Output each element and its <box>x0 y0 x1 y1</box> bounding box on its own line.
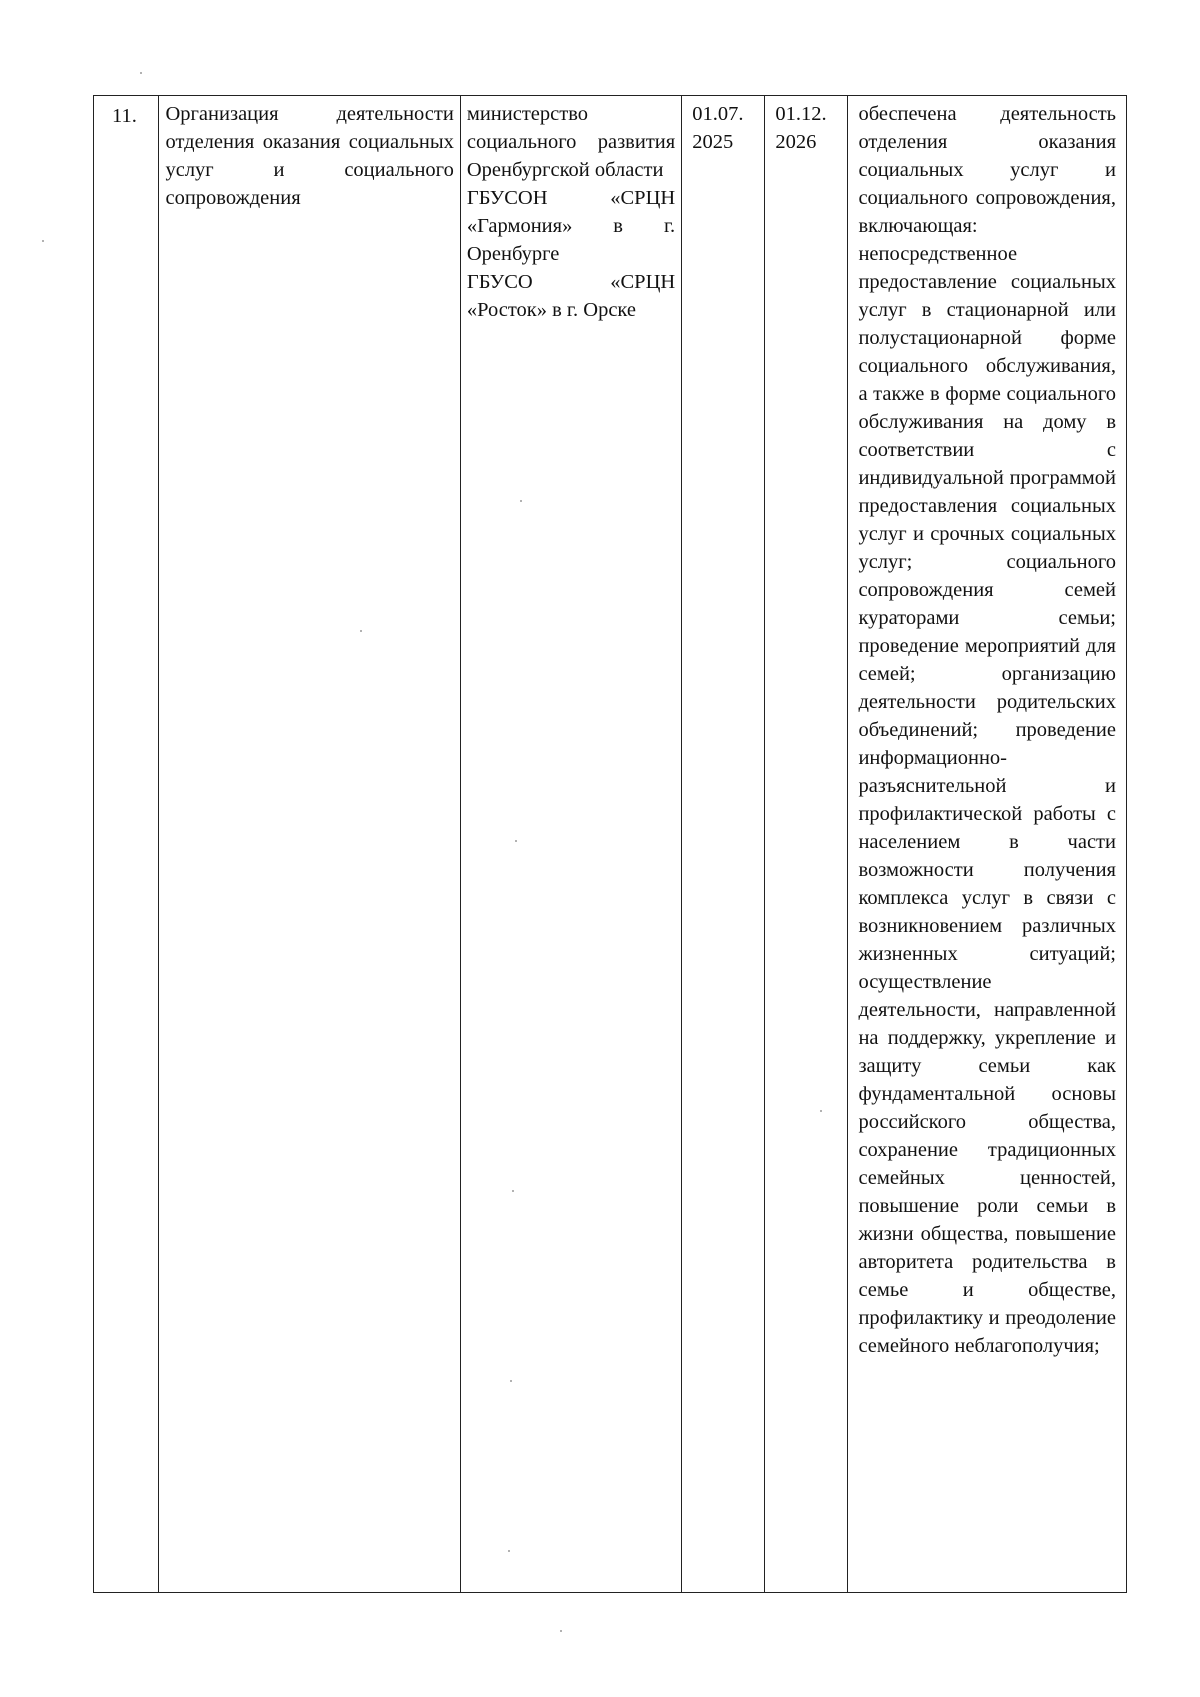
scan-speck <box>515 840 517 842</box>
scan-speck <box>140 72 142 74</box>
measures-table <box>93 95 1127 1593</box>
scan-speck <box>42 240 44 242</box>
scan-speck <box>820 1110 822 1112</box>
scan-speck <box>560 1630 562 1632</box>
responsible-ministry: министерство социального развития Оренбургской области <box>466 103 676 181</box>
scan-speck <box>508 1550 510 1552</box>
scan-speck <box>512 1190 514 1192</box>
start-date: 01.07. 2025 <box>682 96 765 1593</box>
scan-speck <box>360 630 362 632</box>
measure-name: Организация деятельности отделения оказания социальных услуг и социального сопровождения <box>159 96 460 1593</box>
scan-speck <box>510 1380 512 1382</box>
scan-speck <box>520 500 522 502</box>
expected-result: обеспечена деятельность отделения оказания социальных услуг и социального сопровождения, включающая: непосредственное предоставление социальных услуг в стационарной или полустационарной форме социального обслуживания, а также в форме социального обслуживания на дому в соответствии с индивидуальной программой предоставления социальных услуг и срочных социальных услуг; социального сопровождения семей кураторами семьи; проведение мероприятий для семей; организацию деятельности родительских объединений; проведение информационно-разъяснительной и профилактической работы с населением в части возможности получения комплекса услуг в связи с возникновением различных жизненных ситуаций; осуществление деятельности, направленной на поддержку, укрепление и защиту семьи как фундаментальной основы российского общества, сохранение традиционных семейных ценностей, повышение роли семьи в жизни общества, повышение авторитета родительства в семье и обществе, профилактику и преодоление семейного неблагополучия; <box>848 96 1127 1593</box>
responsible-institution-rostok: ГБУСО «СРЦН «Росток» в г. Орске <box>466 271 676 321</box>
responsible-institution-garmoniya: ГБУСОН «СРЦН «Гармония» в г. Оренбурге <box>466 187 676 265</box>
table-row <box>94 96 1127 1593</box>
responsible-executors <box>460 96 681 1593</box>
end-date: 01.12. 2026 <box>765 96 848 1593</box>
row-number: 11. <box>94 96 159 1593</box>
